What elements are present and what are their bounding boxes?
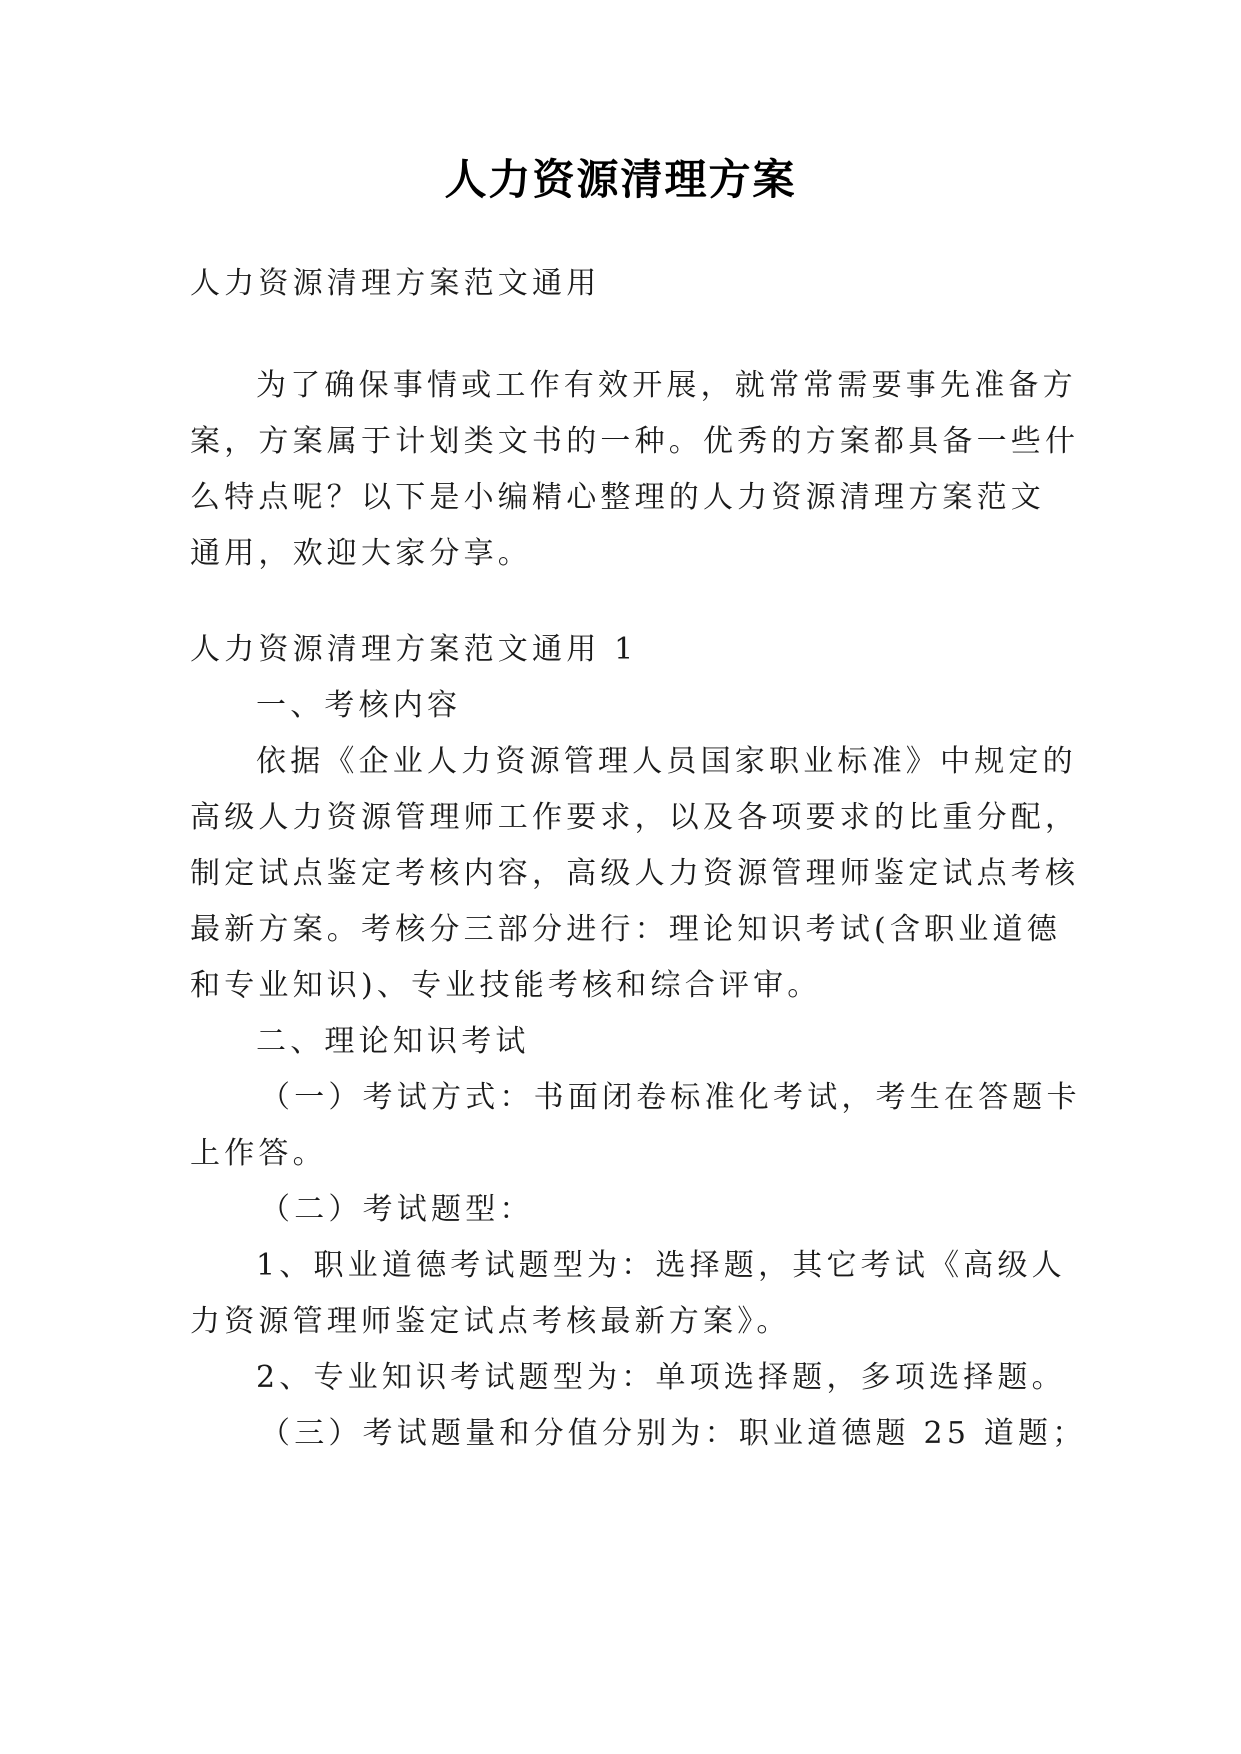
para-1-line-4: 最新方案。考核分三部分进行：理论知识考试(含职业道德 (190, 912, 1061, 947)
para-1-line-5: 和专业知识)、专业技能考核和综合评审。 (190, 968, 822, 1003)
intro-line-1: 为了确保事情或工作有效开展，就常常需要事先准备方 (256, 368, 1077, 403)
item-1-line-1: （一）考试方式：书面闭卷标准化考试，考生在答题卡 (260, 1080, 1081, 1115)
intro-line-3: 么特点呢？以下是小编精心整理的人力资源清理方案范文 (190, 480, 1045, 515)
para-1-line-3: 制定试点鉴定考核内容，高级人力资源管理师鉴定试点考核 (190, 856, 1080, 891)
item-2-1-line-2: 力资源管理师鉴定试点考核最新方案》。 (190, 1304, 791, 1339)
document-title: 人力资源清理方案 (444, 155, 797, 204)
item-3: （三）考试题量和分值分别为：职业道德题 25 道题； (260, 1416, 1087, 1451)
intro-line-4: 通用，欢迎大家分享。 (190, 536, 532, 571)
document-subtitle: 人力资源清理方案范文通用 (190, 266, 601, 301)
item-2: （二）考试题型： (260, 1192, 534, 1227)
para-1-line-2: 高级人力资源管理师工作要求，以及各项要求的比重分配， (190, 800, 1080, 835)
item-2-1-line-1: 1、职业道德考试题型为：选择题，其它考试《高级人 (256, 1248, 1066, 1283)
para-1-line-1: 依据《企业人力资源管理人员国家职业标准》中规定的 (256, 744, 1077, 779)
item-2-2: 2、专业知识考试题型为：单项选择题，多项选择题。 (256, 1360, 1066, 1395)
section-heading: 人力资源清理方案范文通用 1 (190, 632, 638, 667)
intro-line-2: 案，方案属于计划类文书的一种。优秀的方案都具备一些什 (190, 424, 1080, 459)
heading-1: 一、考核内容 (256, 688, 462, 723)
heading-2: 二、理论知识考试 (256, 1024, 530, 1059)
item-1-line-2: 上作答。 (190, 1136, 327, 1171)
